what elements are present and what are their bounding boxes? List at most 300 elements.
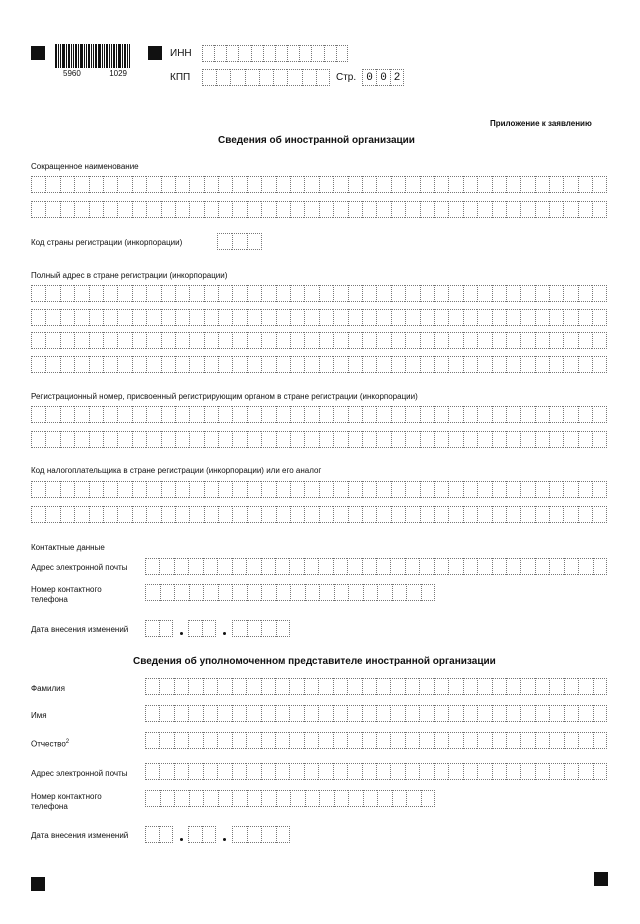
char-cell[interactable] (334, 584, 349, 601)
char-cell[interactable] (348, 481, 362, 498)
char-cell[interactable] (333, 285, 347, 302)
char-cell[interactable] (564, 678, 578, 695)
char-cell[interactable] (174, 584, 189, 601)
char-cell[interactable] (202, 620, 216, 637)
char-cell[interactable] (506, 201, 520, 218)
char-cell[interactable] (593, 763, 607, 780)
char-cell[interactable] (189, 584, 204, 601)
char-cell[interactable] (31, 201, 45, 218)
char-cell[interactable] (175, 356, 189, 373)
char-cell[interactable] (333, 732, 347, 749)
char-cell[interactable] (420, 481, 434, 498)
char-cell[interactable] (174, 705, 188, 722)
char-cell[interactable] (246, 732, 260, 749)
char-cell[interactable] (276, 506, 290, 523)
char-cell[interactable] (161, 406, 175, 423)
char-cell[interactable] (189, 332, 203, 349)
char-cell[interactable] (175, 285, 189, 302)
char-cell[interactable] (218, 176, 232, 193)
char-cell[interactable] (319, 285, 333, 302)
char-cell[interactable] (520, 201, 534, 218)
char-cell[interactable] (132, 406, 146, 423)
char-cell[interactable] (319, 309, 333, 326)
char-cell[interactable] (161, 356, 175, 373)
char-cell[interactable] (146, 431, 160, 448)
char-cell[interactable] (188, 826, 202, 843)
char-cell[interactable] (376, 481, 390, 498)
char-cell[interactable] (347, 558, 361, 575)
char-cell[interactable] (276, 431, 290, 448)
char-cell[interactable] (419, 763, 433, 780)
char-cell[interactable] (448, 506, 462, 523)
char-cell[interactable] (333, 481, 347, 498)
char-cell[interactable] (161, 285, 175, 302)
char-cell[interactable] (261, 620, 276, 637)
char-cell[interactable] (261, 790, 276, 807)
char-cell[interactable] (448, 406, 462, 423)
taxpayer-code-row-1[interactable] (31, 481, 607, 498)
char-cell[interactable] (390, 678, 404, 695)
char-cell[interactable] (434, 176, 448, 193)
char-cell[interactable] (159, 705, 173, 722)
char-cell[interactable] (246, 763, 260, 780)
char-cell[interactable] (226, 45, 238, 62)
char-cell[interactable] (592, 309, 606, 326)
char-cell[interactable] (506, 481, 520, 498)
char-cell[interactable] (103, 406, 117, 423)
char-cell[interactable] (506, 506, 520, 523)
char-cell[interactable] (261, 406, 275, 423)
char-cell[interactable] (319, 584, 334, 601)
char-cell[interactable] (448, 763, 462, 780)
char-cell[interactable] (218, 431, 232, 448)
char-cell[interactable] (247, 309, 261, 326)
char-cell[interactable] (319, 406, 333, 423)
char-cell[interactable] (477, 176, 491, 193)
char-cell[interactable] (563, 332, 577, 349)
char-cell[interactable] (477, 431, 491, 448)
char-cell[interactable] (232, 506, 246, 523)
char-cell[interactable] (564, 558, 578, 575)
char-cell[interactable] (161, 332, 175, 349)
char-cell[interactable] (117, 285, 131, 302)
char-cell[interactable] (592, 431, 606, 448)
char-cell[interactable] (448, 678, 462, 695)
char-cell[interactable] (549, 732, 563, 749)
char-cell[interactable] (145, 584, 160, 601)
char-cell[interactable] (304, 285, 318, 302)
char-cell[interactable] (304, 678, 318, 695)
char-cell[interactable] (406, 790, 421, 807)
char-cell[interactable] (232, 558, 246, 575)
char-cell[interactable] (232, 763, 246, 780)
char-cell[interactable] (232, 431, 246, 448)
char-cell[interactable] (578, 356, 592, 373)
char-cell[interactable] (405, 285, 419, 302)
char-cell[interactable] (60, 285, 74, 302)
char-cell[interactable] (578, 763, 592, 780)
char-cell[interactable] (492, 732, 506, 749)
char-cell[interactable] (420, 201, 434, 218)
char-cell[interactable] (304, 356, 318, 373)
char-cell[interactable] (247, 481, 261, 498)
char-cell[interactable] (520, 356, 534, 373)
char-cell[interactable] (232, 332, 246, 349)
char-cell[interactable] (247, 790, 262, 807)
char-cell[interactable] (578, 309, 592, 326)
char-cell[interactable] (189, 481, 203, 498)
char-cell[interactable] (463, 332, 477, 349)
char-cell[interactable] (549, 481, 563, 498)
char-cell[interactable] (232, 790, 247, 807)
char-cell[interactable] (259, 69, 273, 86)
char-cell[interactable] (175, 201, 189, 218)
char-cell[interactable] (216, 69, 230, 86)
char-cell[interactable] (31, 431, 45, 448)
char-cell[interactable] (506, 705, 520, 722)
char-cell[interactable] (434, 732, 448, 749)
full-address-row-1[interactable] (31, 285, 607, 302)
char-cell[interactable] (74, 431, 88, 448)
char-cell[interactable] (203, 790, 218, 807)
char-cell[interactable] (477, 678, 491, 695)
char-cell[interactable] (304, 176, 318, 193)
char-cell[interactable] (535, 431, 549, 448)
char-cell[interactable] (333, 506, 347, 523)
char-cell[interactable] (45, 309, 59, 326)
char-cell[interactable] (434, 763, 448, 780)
char-cell[interactable] (535, 732, 549, 749)
char-cell[interactable] (405, 201, 419, 218)
char-cell[interactable] (390, 763, 404, 780)
char-cell[interactable] (336, 45, 348, 62)
char-cell[interactable] (188, 678, 202, 695)
char-cell[interactable] (60, 176, 74, 193)
char-cell[interactable] (45, 431, 59, 448)
char-cell[interactable] (175, 406, 189, 423)
char-cell[interactable] (549, 506, 563, 523)
char-cell[interactable] (391, 506, 405, 523)
char-cell[interactable] (420, 285, 434, 302)
char-cell[interactable] (230, 69, 244, 86)
char-cell[interactable] (159, 678, 173, 695)
char-cell[interactable] (145, 558, 159, 575)
char-cell[interactable] (463, 176, 477, 193)
char-cell[interactable] (304, 201, 318, 218)
char-cell[interactable] (117, 176, 131, 193)
char-cell[interactable] (520, 506, 534, 523)
char-cell[interactable] (463, 481, 477, 498)
char-cell[interactable] (549, 285, 563, 302)
char-cell[interactable] (275, 558, 289, 575)
char-cell[interactable] (103, 506, 117, 523)
char-cell[interactable] (161, 309, 175, 326)
char-cell[interactable] (289, 705, 303, 722)
char-cell[interactable] (89, 201, 103, 218)
char-cell[interactable] (362, 506, 376, 523)
char-cell[interactable] (477, 705, 491, 722)
char-cell[interactable] (549, 763, 563, 780)
char-cell[interactable] (232, 309, 246, 326)
char-cell[interactable] (204, 356, 218, 373)
char-cell[interactable] (204, 285, 218, 302)
char-cell[interactable] (419, 678, 433, 695)
char-cell[interactable] (290, 332, 304, 349)
char-cell[interactable] (261, 332, 275, 349)
char-cell[interactable] (275, 732, 289, 749)
char-cell[interactable] (420, 406, 434, 423)
char-cell[interactable] (362, 763, 376, 780)
char-cell[interactable] (31, 332, 45, 349)
char-cell[interactable] (161, 431, 175, 448)
char-cell[interactable] (276, 584, 291, 601)
char-cell[interactable] (563, 506, 577, 523)
org-phone-field[interactable] (145, 584, 435, 601)
char-cell[interactable] (535, 285, 549, 302)
char-cell[interactable] (392, 584, 407, 601)
char-cell[interactable] (506, 285, 520, 302)
char-cell[interactable] (419, 558, 433, 575)
char-cell[interactable] (159, 763, 173, 780)
char-cell[interactable] (204, 481, 218, 498)
char-cell[interactable] (520, 732, 534, 749)
char-cell[interactable] (333, 678, 347, 695)
char-cell[interactable] (390, 558, 404, 575)
char-cell[interactable] (520, 763, 534, 780)
char-cell[interactable] (217, 763, 231, 780)
char-cell[interactable] (175, 309, 189, 326)
char-cell[interactable] (203, 558, 217, 575)
char-cell[interactable] (74, 332, 88, 349)
char-cell[interactable] (89, 431, 103, 448)
char-cell[interactable] (217, 233, 232, 250)
char-cell[interactable] (217, 705, 231, 722)
char-cell[interactable] (161, 176, 175, 193)
char-cell[interactable] (578, 506, 592, 523)
char-cell[interactable] (362, 558, 376, 575)
char-cell[interactable] (31, 506, 45, 523)
char-cell[interactable] (448, 332, 462, 349)
char-cell[interactable] (434, 201, 448, 218)
reg-number-row-2[interactable] (31, 431, 607, 448)
char-cell[interactable] (376, 356, 390, 373)
char-cell[interactable] (174, 678, 188, 695)
char-cell[interactable] (218, 356, 232, 373)
char-cell[interactable] (232, 481, 246, 498)
char-cell[interactable] (333, 201, 347, 218)
char-cell[interactable] (324, 45, 336, 62)
char-cell[interactable] (276, 332, 290, 349)
char-cell[interactable] (145, 732, 159, 749)
char-cell[interactable] (263, 45, 275, 62)
char-cell[interactable] (175, 431, 189, 448)
char-cell[interactable] (174, 558, 188, 575)
char-cell[interactable] (477, 558, 491, 575)
char-cell[interactable] (492, 406, 506, 423)
char-cell[interactable] (31, 285, 45, 302)
char-cell[interactable] (117, 356, 131, 373)
char-cell[interactable] (89, 309, 103, 326)
char-cell[interactable] (434, 506, 448, 523)
char-cell[interactable] (348, 790, 363, 807)
char-cell[interactable] (405, 309, 419, 326)
char-cell[interactable] (419, 705, 433, 722)
rep-phone-field[interactable] (145, 790, 435, 807)
char-cell[interactable] (289, 678, 303, 695)
char-cell[interactable] (362, 285, 376, 302)
char-cell[interactable] (492, 763, 506, 780)
char-cell[interactable] (218, 332, 232, 349)
char-cell[interactable] (232, 584, 247, 601)
char-cell[interactable] (520, 481, 534, 498)
char-cell[interactable] (189, 790, 204, 807)
char-cell[interactable] (477, 732, 491, 749)
char-cell[interactable] (146, 309, 160, 326)
char-cell[interactable] (492, 356, 506, 373)
char-cell[interactable] (448, 431, 462, 448)
char-cell[interactable] (405, 763, 419, 780)
char-cell[interactable] (520, 332, 534, 349)
char-cell[interactable] (204, 431, 218, 448)
char-cell[interactable] (593, 558, 607, 575)
char-cell[interactable] (506, 309, 520, 326)
char-cell[interactable] (506, 406, 520, 423)
char-cell[interactable] (463, 201, 477, 218)
char-cell[interactable] (89, 285, 103, 302)
char-cell[interactable] (578, 558, 592, 575)
char-cell[interactable] (319, 176, 333, 193)
name-field[interactable] (145, 705, 607, 722)
char-cell[interactable] (319, 201, 333, 218)
char-cell[interactable] (420, 431, 434, 448)
char-cell[interactable] (506, 732, 520, 749)
char-cell[interactable] (405, 506, 419, 523)
char-cell[interactable] (593, 705, 607, 722)
char-cell[interactable] (492, 506, 506, 523)
char-cell[interactable] (261, 584, 276, 601)
char-cell[interactable] (232, 826, 247, 843)
char-cell[interactable] (276, 176, 290, 193)
char-cell[interactable] (420, 309, 434, 326)
char-cell[interactable] (492, 678, 506, 695)
char-cell[interactable] (520, 705, 534, 722)
inn-field[interactable] (202, 45, 348, 62)
char-cell[interactable] (175, 481, 189, 498)
char-cell[interactable] (333, 309, 347, 326)
char-cell[interactable] (89, 176, 103, 193)
char-cell[interactable] (218, 309, 232, 326)
char-cell[interactable] (376, 763, 390, 780)
char-cell[interactable] (232, 620, 247, 637)
char-cell[interactable] (132, 332, 146, 349)
char-cell[interactable] (347, 763, 361, 780)
char-cell[interactable] (103, 176, 117, 193)
char-cell[interactable] (247, 285, 261, 302)
char-cell[interactable] (146, 481, 160, 498)
char-cell[interactable] (103, 309, 117, 326)
char-cell[interactable] (347, 732, 361, 749)
char-cell[interactable] (333, 356, 347, 373)
char-cell[interactable] (420, 332, 434, 349)
char-cell[interactable] (232, 285, 246, 302)
char-cell[interactable] (218, 790, 233, 807)
char-cell[interactable] (549, 558, 563, 575)
char-cell[interactable] (319, 790, 334, 807)
char-cell[interactable] (593, 732, 607, 749)
char-cell[interactable] (563, 481, 577, 498)
char-cell[interactable] (348, 176, 362, 193)
char-cell[interactable] (363, 584, 378, 601)
char-cell[interactable] (304, 506, 318, 523)
char-cell[interactable] (419, 732, 433, 749)
char-cell[interactable] (31, 356, 45, 373)
char-cell[interactable] (305, 584, 320, 601)
char-cell[interactable] (132, 201, 146, 218)
char-cell[interactable] (159, 732, 173, 749)
char-cell[interactable] (434, 431, 448, 448)
char-cell[interactable] (275, 45, 287, 62)
char-cell[interactable] (434, 558, 448, 575)
char-cell[interactable] (218, 406, 232, 423)
char-cell[interactable] (304, 558, 318, 575)
char-cell[interactable] (290, 790, 305, 807)
char-cell[interactable] (45, 356, 59, 373)
char-cell[interactable] (145, 678, 159, 695)
char-cell[interactable] (376, 732, 390, 749)
char-cell[interactable] (376, 176, 390, 193)
char-cell[interactable] (161, 481, 175, 498)
char-cell[interactable] (247, 233, 262, 250)
char-cell[interactable] (592, 176, 606, 193)
char-cell[interactable] (232, 732, 246, 749)
char-cell[interactable] (390, 705, 404, 722)
char-cell[interactable] (578, 481, 592, 498)
org-change-day[interactable] (145, 620, 173, 637)
char-cell[interactable] (549, 201, 563, 218)
char-cell[interactable] (520, 406, 534, 423)
char-cell[interactable] (261, 558, 275, 575)
char-cell[interactable] (161, 201, 175, 218)
char-cell[interactable] (189, 285, 203, 302)
char-cell[interactable] (492, 285, 506, 302)
char-cell[interactable] (492, 201, 506, 218)
char-cell[interactable] (362, 481, 376, 498)
char-cell[interactable] (564, 705, 578, 722)
char-cell[interactable] (204, 406, 218, 423)
char-cell[interactable] (592, 356, 606, 373)
org-change-month[interactable] (188, 620, 216, 637)
char-cell[interactable] (477, 356, 491, 373)
char-cell[interactable] (289, 732, 303, 749)
char-cell[interactable] (492, 558, 506, 575)
char-cell[interactable] (506, 678, 520, 695)
char-cell[interactable] (117, 332, 131, 349)
char-cell[interactable] (592, 285, 606, 302)
char-cell[interactable] (463, 678, 477, 695)
char-cell[interactable] (145, 620, 159, 637)
char-cell[interactable] (535, 481, 549, 498)
char-cell[interactable] (578, 705, 592, 722)
char-cell[interactable] (463, 309, 477, 326)
char-cell[interactable] (318, 558, 332, 575)
char-cell[interactable] (289, 763, 303, 780)
char-cell[interactable] (333, 705, 347, 722)
kpp-field[interactable] (202, 69, 330, 86)
char-cell[interactable] (305, 790, 320, 807)
char-cell[interactable] (463, 558, 477, 575)
char-cell[interactable] (261, 763, 275, 780)
char-cell[interactable] (202, 45, 214, 62)
